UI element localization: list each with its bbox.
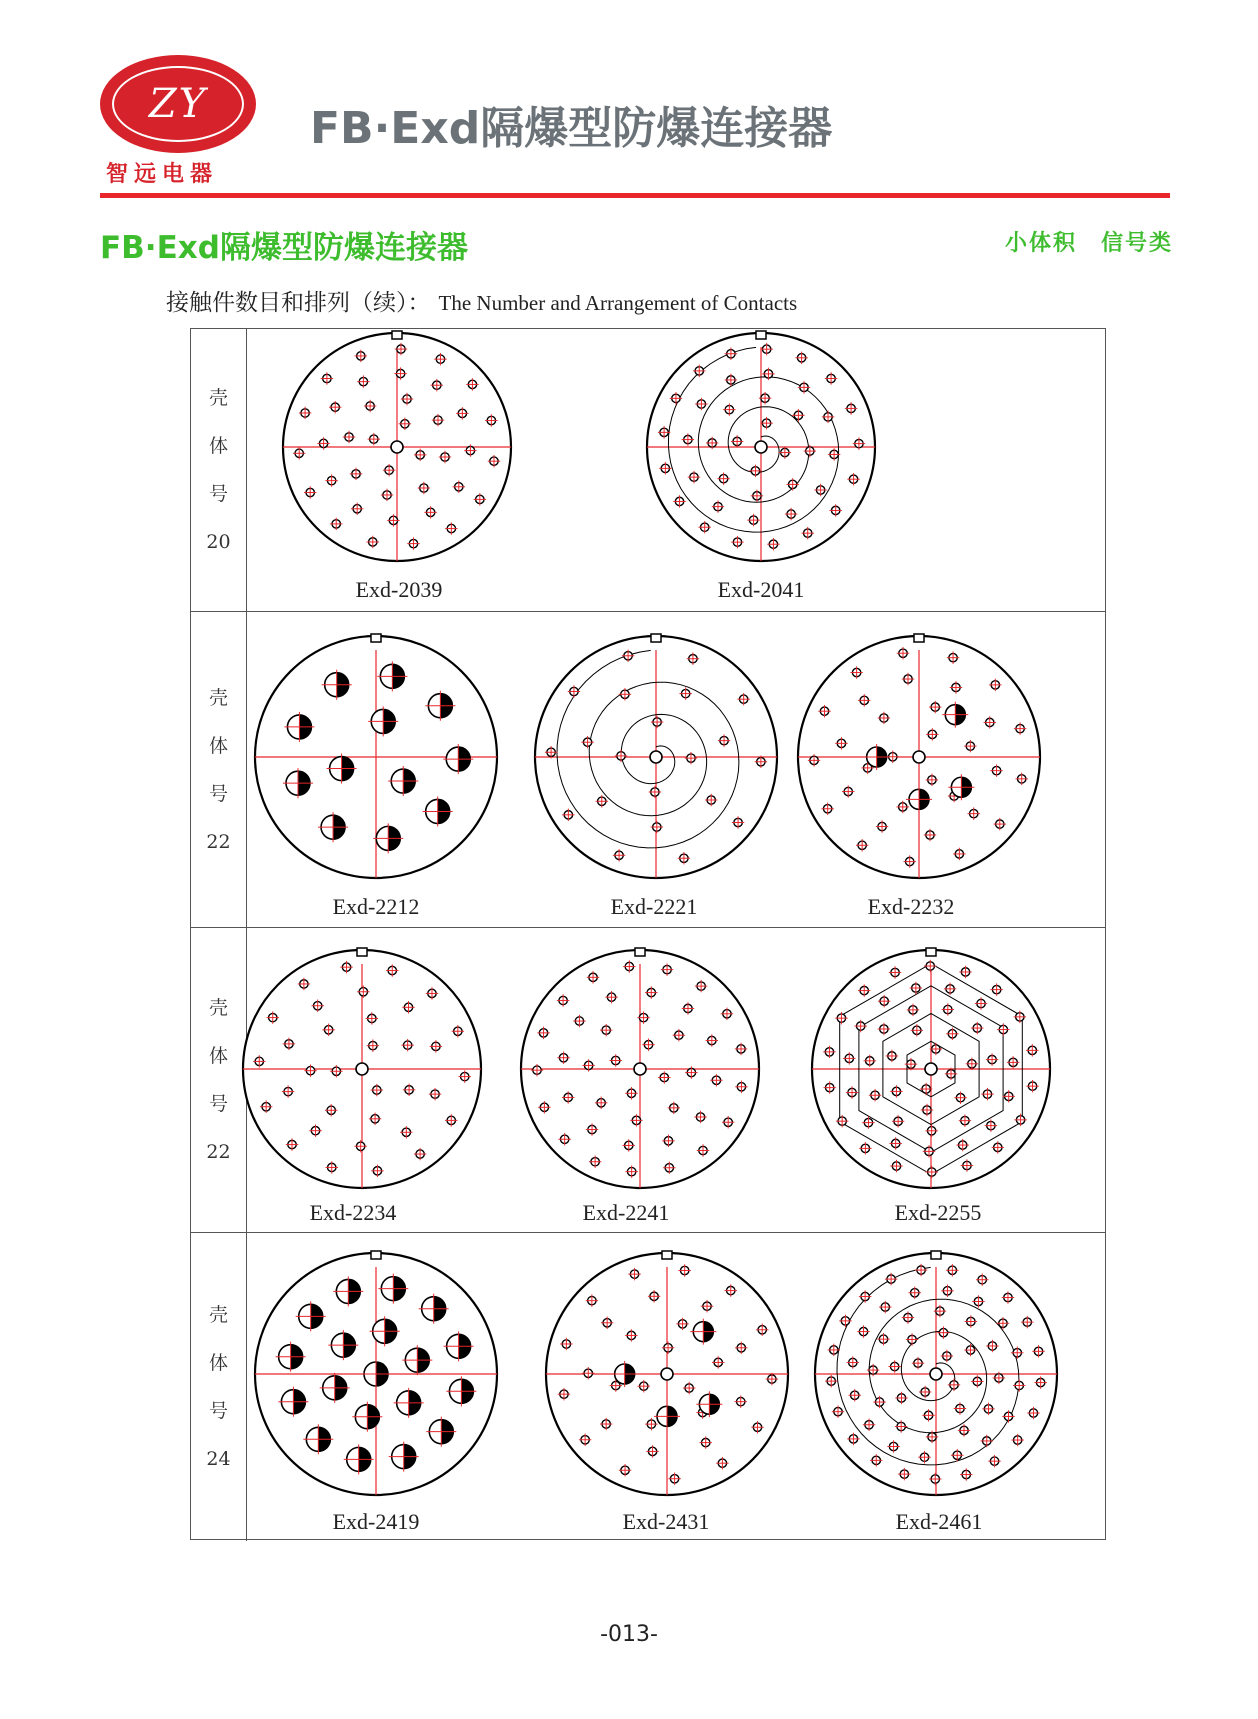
section-title: FB·Exd隔爆型防爆连接器 <box>100 230 468 266</box>
connector-label: Exd-2241 <box>582 1200 670 1225</box>
connector-label: Exd-2431 <box>622 1509 710 1534</box>
subtitle-cn: 接触件数目和排列（续）： <box>166 290 431 316</box>
keyway <box>914 634 924 642</box>
contacts-table <box>190 328 1106 1540</box>
shell-size-cell: 壳 体 号 22 <box>191 928 247 1232</box>
keyway <box>931 1251 941 1259</box>
table-row <box>191 612 1105 928</box>
connector-label: Exd-2212 <box>332 894 420 919</box>
connector-diagram <box>251 1249 501 1499</box>
keyway <box>926 948 936 956</box>
center-contact <box>650 751 662 763</box>
table-row <box>191 329 1105 612</box>
connector-diagram <box>643 329 879 565</box>
logo-text: ZY <box>148 81 208 127</box>
connector-label: Exd-2234 <box>309 1200 397 1225</box>
connector-diagram <box>531 632 781 882</box>
keyway <box>662 1251 672 1259</box>
center-contact <box>925 1063 937 1075</box>
connector-label: Exd-2419 <box>332 1509 420 1534</box>
connector-label: Exd-2232 <box>867 894 955 919</box>
logo-oval <box>100 55 256 153</box>
page-header-title: FB·Exd隔爆型防爆连接器 <box>310 103 833 154</box>
keyway <box>371 1251 381 1259</box>
table-row <box>191 1233 1105 1541</box>
center-contact <box>930 1368 942 1380</box>
header-divider <box>100 193 1170 198</box>
connector-diagram <box>811 1249 1061 1499</box>
connector-diagram <box>517 946 763 1192</box>
section-tag: 小体积 信号类 <box>1004 231 1173 256</box>
keyway <box>371 634 381 642</box>
connector-label: Exd-2255 <box>894 1200 982 1225</box>
page-number: -013- <box>600 1622 658 1647</box>
keyway <box>651 634 661 642</box>
shell-size-cell: 壳 体 号 20 <box>191 329 247 611</box>
shell-size-cell: 壳 体 号 22 <box>191 612 247 927</box>
connector-diagram <box>542 1249 792 1499</box>
center-contact <box>634 1063 646 1075</box>
shell-size: 22 <box>206 830 231 853</box>
keyway <box>392 331 402 339</box>
connector-diagram <box>279 329 515 565</box>
connector-label: Exd-2221 <box>610 894 698 919</box>
connector-label: Exd-2039 <box>355 577 443 602</box>
center-contact <box>661 1368 673 1380</box>
connector-diagram <box>794 632 1044 882</box>
keyway <box>635 948 645 956</box>
keyway <box>756 331 766 339</box>
connector-label: Exd-2461 <box>895 1509 983 1534</box>
company-logo <box>100 55 260 190</box>
center-contact <box>755 441 767 453</box>
shell-size: 20 <box>206 531 231 553</box>
center-contact <box>913 751 925 763</box>
shell-size-cell: 壳 体 号 24 <box>191 1233 247 1541</box>
logo-company-name: 智远电器 <box>106 162 219 187</box>
subtitle-en: The Number and Arrangement of Contacts <box>438 291 798 315</box>
subtitle <box>166 284 797 317</box>
connector-diagram <box>239 946 485 1192</box>
center-contact <box>356 1063 368 1075</box>
center-contact <box>391 441 403 453</box>
shell-size: 24 <box>206 1448 231 1470</box>
shell-size: 22 <box>206 1141 231 1163</box>
table-row <box>191 928 1105 1233</box>
connector-label: Exd-2041 <box>717 577 805 602</box>
connector-diagram <box>251 632 501 882</box>
connector-diagram <box>808 946 1054 1192</box>
keyway <box>357 948 367 956</box>
